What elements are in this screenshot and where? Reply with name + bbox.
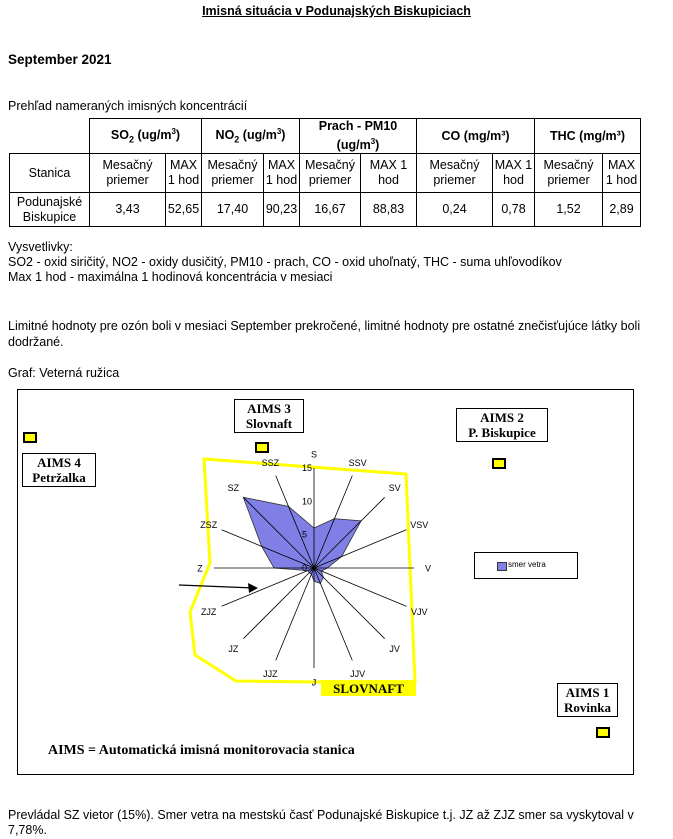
- direction-label-ssz: SSZ: [261, 458, 280, 469]
- header-thc: THC (mg/m³): [535, 119, 641, 154]
- aims4-label: AIMS 4 Petržalka: [22, 453, 96, 487]
- limit-paragraph: Limitné hodnoty pre ozón boli v mesiaci September prekročené, limitné hodnoty pre ostatné znečisťujúce látky boli dodržané.: [8, 319, 641, 349]
- chart-legend: [474, 552, 578, 579]
- radial-tick-label: 5: [302, 529, 308, 540]
- aims3-label: AIMS 3 Slovnaft: [234, 399, 304, 433]
- rose-group: [197, 450, 431, 688]
- subheader-avg: Mesačný priemer: [202, 154, 264, 193]
- direction-label-vjv: VJV: [411, 607, 428, 618]
- header-pm10: Prach - PM10 $(ug/m^3)$: [300, 119, 417, 154]
- direction-label-sv: SV: [388, 482, 401, 493]
- radial-tick-label: 10: [302, 496, 313, 507]
- wind-arrow-line: [179, 585, 254, 588]
- value-cell: 2,89: [603, 193, 641, 227]
- graph-caption: Graf: Veterná ružica: [8, 366, 120, 380]
- table-intro: Prehľad nameraných imisných koncentrácií: [8, 99, 248, 113]
- direction-label-z: Z: [197, 563, 203, 574]
- station-cell: Podunajské Biskupice: [10, 193, 90, 227]
- direction-label-zsz: ZSZ: [200, 519, 218, 530]
- legend-label: smer vetra: [508, 560, 546, 569]
- subheader-avg: Mesačný priemer: [535, 154, 603, 193]
- direction-label-s: S: [310, 449, 318, 460]
- subheader-max: MAX 1 hod: [264, 154, 300, 193]
- header-station: Stanica: [10, 154, 90, 193]
- notes-line: Max 1 hod - maximálna 1 hodinová koncentrácia v mesiaci: [8, 270, 333, 284]
- direction-label-sz: SZ: [227, 482, 240, 493]
- value-cell: 1,52: [535, 193, 603, 227]
- direction-label-jjv: JJV: [350, 668, 366, 679]
- direction-label-jz: JZ: [228, 644, 239, 655]
- direction-label-ssv: SSV: [348, 458, 367, 469]
- page-title: Imisná situácia v Podunajských Biskupiciach: [202, 4, 471, 18]
- direction-label-vsv: VSV: [410, 519, 429, 530]
- subheader-max: MAX 1 hod: [493, 154, 535, 193]
- slovnaft-label: SLOVNAFT: [333, 681, 404, 696]
- value-cell: 3,43: [90, 193, 166, 227]
- value-cell: 90,23: [264, 193, 300, 227]
- subheader-max: MAX 1 hod: [361, 154, 417, 193]
- subheader-avg: Mesačný priemer: [90, 154, 166, 193]
- subheader-max: MAX 1 hod: [603, 154, 641, 193]
- aims2-label: AIMS 2 P. Biskupice: [456, 408, 548, 442]
- aims1-label: AIMS 1 Rovinka: [557, 683, 618, 717]
- value-cell: 0,24: [417, 193, 493, 227]
- value-cell: 16,67: [300, 193, 361, 227]
- direction-label-v: V: [424, 563, 432, 574]
- aims2-marker: [492, 458, 506, 469]
- header-no2: $NO_2$ $(ug/m^3)$: [202, 119, 300, 154]
- header-co: CO (mg/m³): [417, 119, 535, 154]
- radial-tick-label: 15: [302, 463, 313, 473]
- value-cell: 17,40: [202, 193, 264, 227]
- aims4-marker: [23, 432, 37, 443]
- direction-label-zjz: ZJZ: [200, 607, 217, 618]
- value-cell: 0,78: [493, 193, 535, 227]
- aims3-marker: [255, 442, 269, 453]
- subheader-avg: Mesačný priemer: [300, 154, 361, 193]
- notes-line: SO2 - oxid siričitý, NO2 - oxidy dusičitý, PM10 - prach, CO - oxid uhoľnatý, THC - suma uhľovodíkov: [8, 255, 562, 269]
- notes-heading: Vysvetlivky:: [8, 240, 73, 254]
- legend-swatch: [497, 562, 507, 571]
- value-cell: 88,83: [361, 193, 417, 227]
- direction-label-jv: JV: [389, 644, 400, 655]
- subheader-max: MAX 1 hod: [166, 154, 202, 193]
- spoke-jv: [314, 568, 385, 639]
- radial-tick-label: 0: [302, 563, 308, 573]
- subheader-avg: Mesačný priemer: [417, 154, 493, 193]
- value-cell: 52,65: [166, 193, 202, 227]
- direction-label-j: J: [311, 677, 317, 688]
- direction-label-jjz: JJZ: [263, 668, 278, 679]
- aims-definition: AIMS = Automatická imisná monitorovacia stanica: [48, 743, 355, 758]
- spoke-jz: [243, 568, 314, 639]
- summary-paragraph: Prevládal SZ vietor (15%). Smer vetra na mestskú časť Podunajské Biskupice t.j. JZ až ZJZ smer sa vyskytoval v 7,78%.: [8, 808, 634, 837]
- header-so2: $SO_2$ $(ug/m^3)$: [90, 119, 202, 154]
- aims1-marker: [596, 727, 610, 738]
- month-heading: September 2021: [8, 52, 112, 67]
